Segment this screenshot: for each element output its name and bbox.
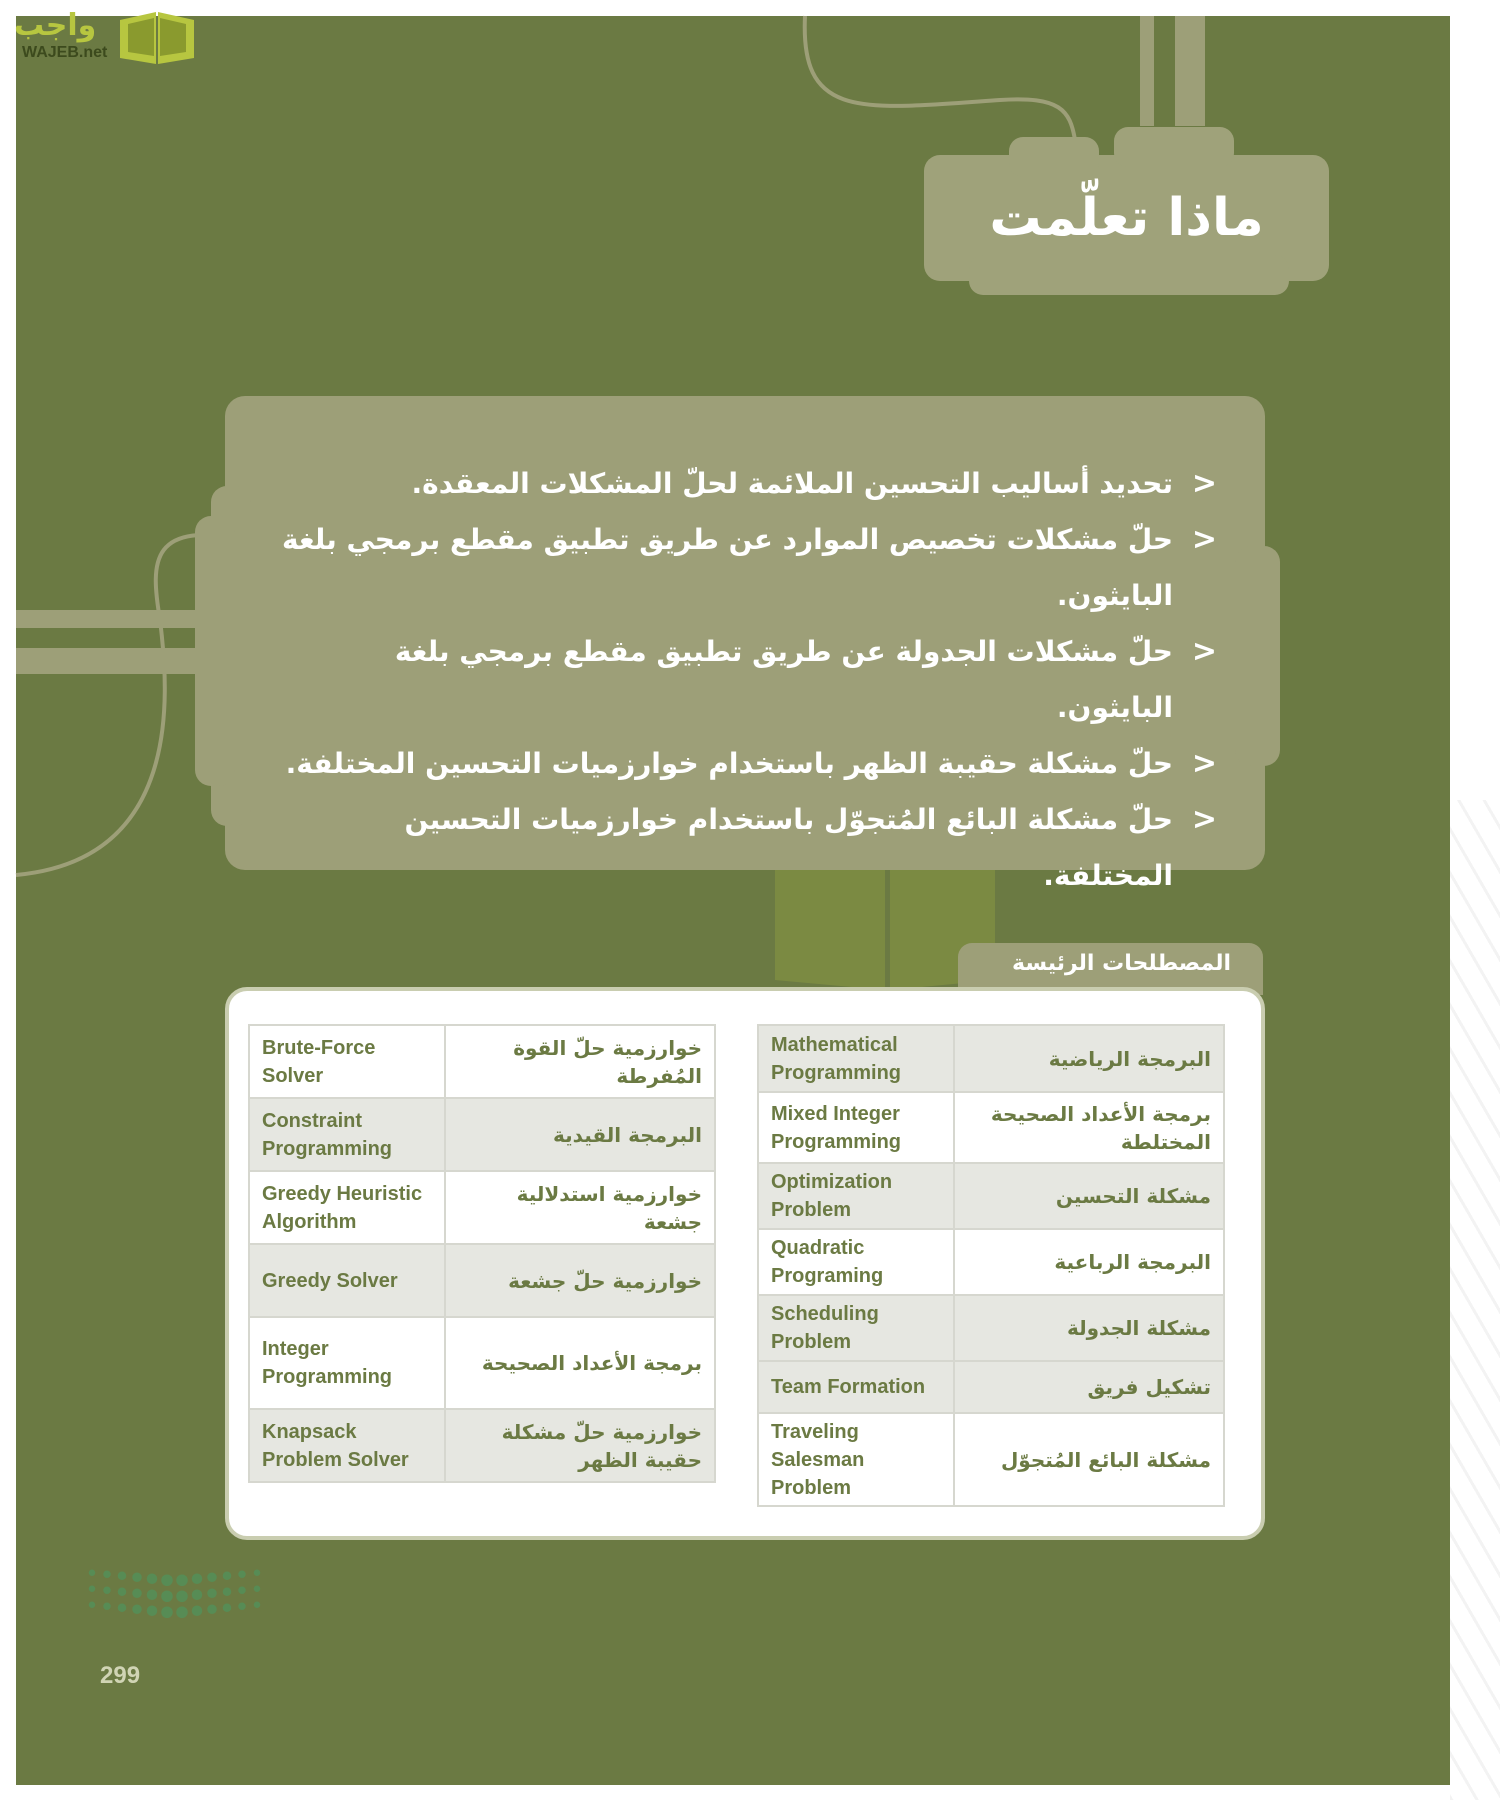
logo-dot [147, 1590, 158, 1601]
term-english: Greedy Heuristic Algorithm [249, 1171, 445, 1244]
logo-dot [176, 1591, 188, 1603]
term-row [249, 1409, 715, 1482]
logo-dot [254, 1586, 261, 1593]
objective-text: حلّ مشكلة البائع المُتجوّل باستخدام خوارزميات التحسين المختلفة. [404, 803, 1173, 892]
logo-dot [132, 1573, 142, 1583]
logo-dot [89, 1602, 96, 1609]
logo-dot [89, 1570, 96, 1577]
objective-item [277, 512, 1217, 624]
logo-dot [223, 1572, 232, 1581]
term-arabic: مشكلة البائع المُتجوّل [954, 1413, 1224, 1506]
learning-objectives-panel [225, 396, 1265, 892]
chevron-left-icon: < [1191, 522, 1217, 557]
book-icon [116, 6, 198, 66]
term-arabic: برمجة الأعداد الصحيحة [445, 1317, 715, 1409]
term-row [758, 1229, 1224, 1295]
term-row [758, 1092, 1224, 1163]
logo-dot [132, 1605, 142, 1615]
objective-text: حلّ مشكلات تخصيص الموارد عن طريق تطبيق مقطع برمجي بلغة البايثون. [282, 523, 1173, 612]
term-row [758, 1163, 1224, 1229]
objective-text: حلّ مشكلة حقيبة الظهر باستخدام خوارزميات التحسين المختلفة. [285, 747, 1173, 780]
term-english: Team Formation [758, 1361, 954, 1413]
logo-dot [223, 1604, 232, 1613]
logo-dot [238, 1603, 246, 1611]
logo-dot [207, 1573, 217, 1583]
objectives-list [277, 456, 1217, 904]
term-arabic: البرمجة الرباعية [954, 1229, 1224, 1295]
logo-arabic: واجب [14, 8, 97, 43]
logo-dot [207, 1589, 217, 1599]
logo-dot [161, 1591, 173, 1603]
logo-dot [176, 1607, 188, 1619]
objective-text: حلّ مشكلات الجدولة عن طريق تطبيق مقطع برمجي بلغة البايثون. [394, 635, 1173, 724]
key-terms-table-left [248, 1024, 716, 1483]
term-row [758, 1025, 1224, 1092]
logo-dot [223, 1588, 232, 1597]
logo-english: WAJEB.net [22, 44, 108, 61]
objective-item [277, 456, 1217, 512]
chevron-left-icon: < [1191, 746, 1217, 781]
term-row [249, 1244, 715, 1317]
logo-dot [238, 1587, 246, 1595]
term-english: Brute-Force Solver [249, 1025, 445, 1098]
page-title: ماذا تعلّمت [989, 188, 1264, 248]
term-english: Mathematical Programming [758, 1025, 954, 1092]
term-english: Mixed Integer Programming [758, 1092, 954, 1163]
term-arabic: خوارزمية استدلالية جشعة [445, 1171, 715, 1244]
logo-dot [103, 1587, 111, 1595]
page-number: 299 [100, 1662, 141, 1689]
logo-dot [89, 1586, 96, 1593]
logo-dot [207, 1605, 217, 1615]
term-arabic: مشكلة التحسين [954, 1163, 1224, 1229]
objective-item [277, 736, 1217, 792]
logo-dot [118, 1604, 127, 1613]
term-arabic: مشكلة الجدولة [954, 1295, 1224, 1361]
term-arabic: خوارزمية حلّ مشكلة حقيبة الظهر [445, 1409, 715, 1482]
logo-dot [192, 1590, 203, 1601]
logo-dot [147, 1574, 158, 1585]
logo-dot [238, 1571, 246, 1579]
logo-dot [176, 1575, 188, 1587]
term-english: Greedy Solver [249, 1244, 445, 1317]
chevron-left-icon: < [1191, 634, 1217, 669]
term-arabic: خوارزمية حلّ القوة المُفرطة [445, 1025, 715, 1098]
objective-text: تحديد أساليب التحسين الملائمة لحلّ المشكلات المعقدة. [411, 467, 1173, 500]
term-english: Integer Programming [249, 1317, 445, 1409]
key-terms-table-right [757, 1024, 1225, 1507]
term-arabic: تشكيل فريق [954, 1361, 1224, 1413]
logo-dot [132, 1589, 142, 1599]
ministry-of-education-logo [84, 1562, 274, 1722]
logo-dot [118, 1572, 127, 1581]
term-english: Optimization Problem [758, 1163, 954, 1229]
chevron-left-icon: < [1191, 802, 1217, 837]
term-english: Quadratic Programing [758, 1229, 954, 1295]
logo-dot [192, 1574, 203, 1585]
term-english: Constraint Programming [249, 1098, 445, 1171]
logo-dot [147, 1606, 158, 1617]
logo-dot [103, 1603, 111, 1611]
term-row [249, 1098, 715, 1171]
term-english: Knapsack Problem Solver [249, 1409, 445, 1482]
logo-dot [192, 1606, 203, 1617]
term-arabic: البرمجة الرياضية [954, 1025, 1224, 1092]
logo-dot [103, 1571, 111, 1579]
section-title-box [924, 155, 1329, 281]
logo-dot [118, 1588, 127, 1597]
objective-item [277, 792, 1217, 904]
objective-item [277, 624, 1217, 736]
logo-dot [254, 1570, 261, 1577]
key-terms-title: المصطلحات الرئيسة [1012, 951, 1231, 976]
term-row [249, 1025, 715, 1098]
term-arabic: خوارزمية حلّ جشعة [445, 1244, 715, 1317]
term-english: Traveling Salesman Problem [758, 1413, 954, 1506]
term-row [249, 1171, 715, 1244]
term-arabic: برمجة الأعداد الصحيحة المختلطة [954, 1092, 1224, 1163]
term-row [758, 1361, 1224, 1413]
term-row [249, 1317, 715, 1409]
logo-dot [161, 1575, 173, 1587]
wajeb-logo[interactable] [10, 4, 190, 68]
term-row [758, 1413, 1224, 1506]
term-row [758, 1295, 1224, 1361]
term-english: Scheduling Problem [758, 1295, 954, 1361]
chevron-left-icon: < [1191, 466, 1217, 501]
logo-dot [161, 1607, 173, 1619]
term-arabic: البرمجة القيدية [445, 1098, 715, 1171]
logo-dot [254, 1602, 261, 1609]
